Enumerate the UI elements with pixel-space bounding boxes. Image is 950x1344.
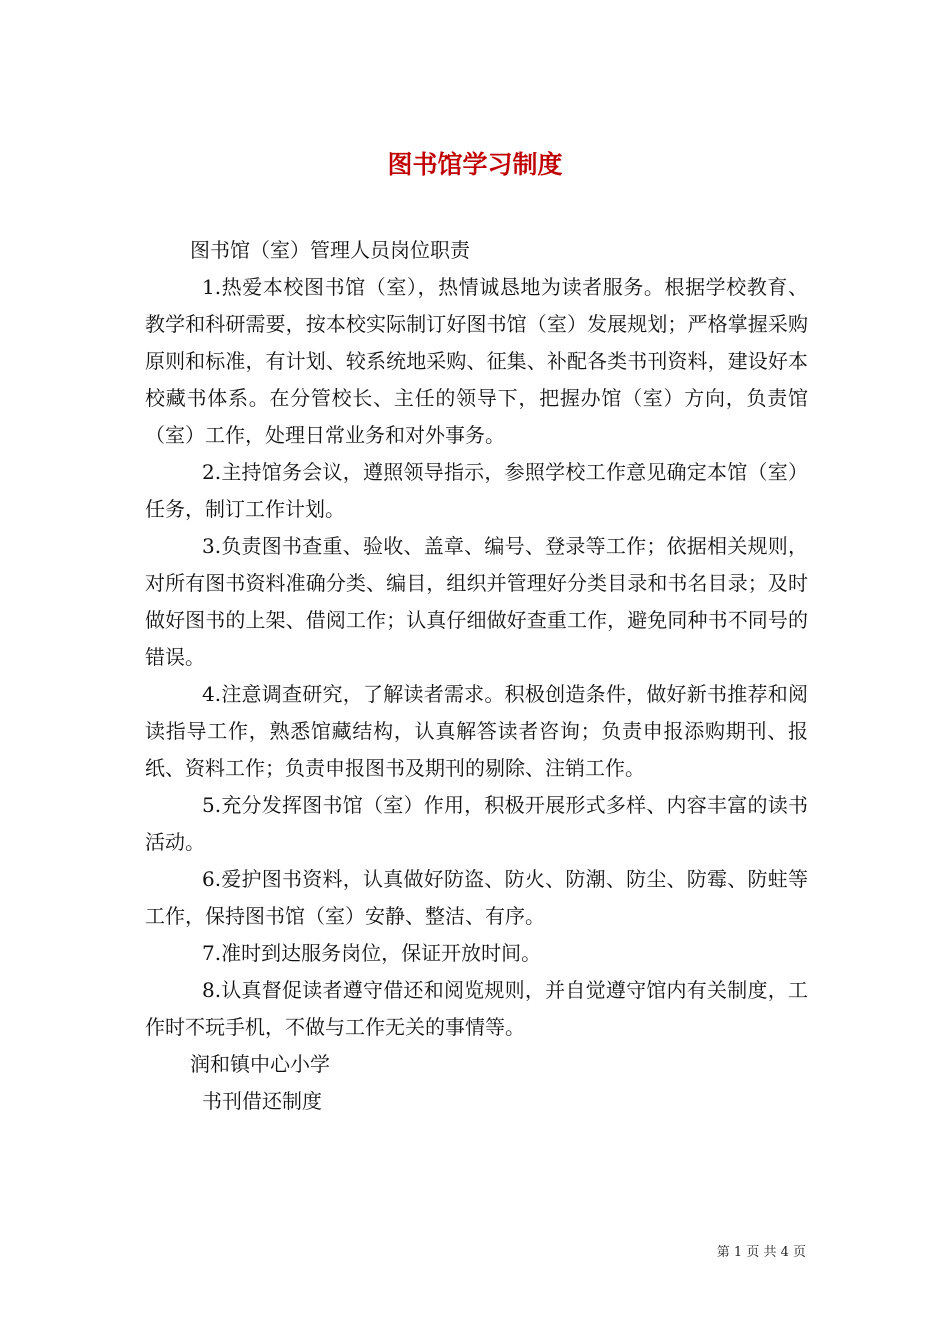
next-section-heading: 书刊借还制度 [202,1089,322,1113]
paragraph-4: 4.注意调查研究，了解读者需求。积极创造条件，做好新书推荐和阅读指导工作，熟悉馆藏结构，认真解答读者咨询；负责申报添购期刊、报纸、资料工作；负责申报图书及期刊的剔除、注销工作。 [145,682,808,780]
paragraph-5: 5.充分发挥图书馆（室）作用，积极开展形式多样、内容丰富的读书活动。 [145,793,808,854]
paragraph-6: 6.爱护图书资料，认真做好防盗、防火、防潮、防尘、防霉、防蛀等工作，保持图书馆（室）安静、整洁、有序。 [145,867,808,928]
document-body [145,232,808,1120]
paragraph-7: 7.准时到达服务岗位，保证开放时间。 [202,941,542,965]
school-name: 润和镇中心小学 [190,1052,330,1076]
paragraph-3: 3.负责图书查重、验收、盖章、编号、登录等工作；依据相关规则，对所有图书资料准确分类、编目，组织并管理好分类目录和书名目录；及时做好图书的上架、借阅工作；认真仔细做好查重工作，避免同种书不同号的错误。 [145,534,808,669]
paragraph-2: 2.主持馆务会议，遵照领导指示，参照学校工作意见确定本馆（室）任务，制订工作计划。 [145,460,808,521]
document-title: 图书馆学习制度 [387,149,563,179]
section-heading: 图书馆（室）管理人员岗位职责 [190,238,470,262]
paragraph-1: 1.热爱本校图书馆（室），热情诚恳地为读者服务。根据学校教育、教学和科研需要，按本校实际制订好图书馆（室）发展规划；严格掌握采购原则和标准，有计划、较系统地采购、征集、补配各类书刊资料，建设好本校藏书体系。在分管校长、主任的领导下，把握办馆（室）方向，负责馆（室）工作，处理日常业务和对外事务。 [145,275,808,447]
paragraph-8: 8.认真督促读者遵守借还和阅览规则，并自觉遵守馆内有关制度，工作时不玩手机，不做与工作无关的事情等。 [145,978,808,1039]
page-number: 第 1 页 共 4 页 [716,1245,806,1260]
